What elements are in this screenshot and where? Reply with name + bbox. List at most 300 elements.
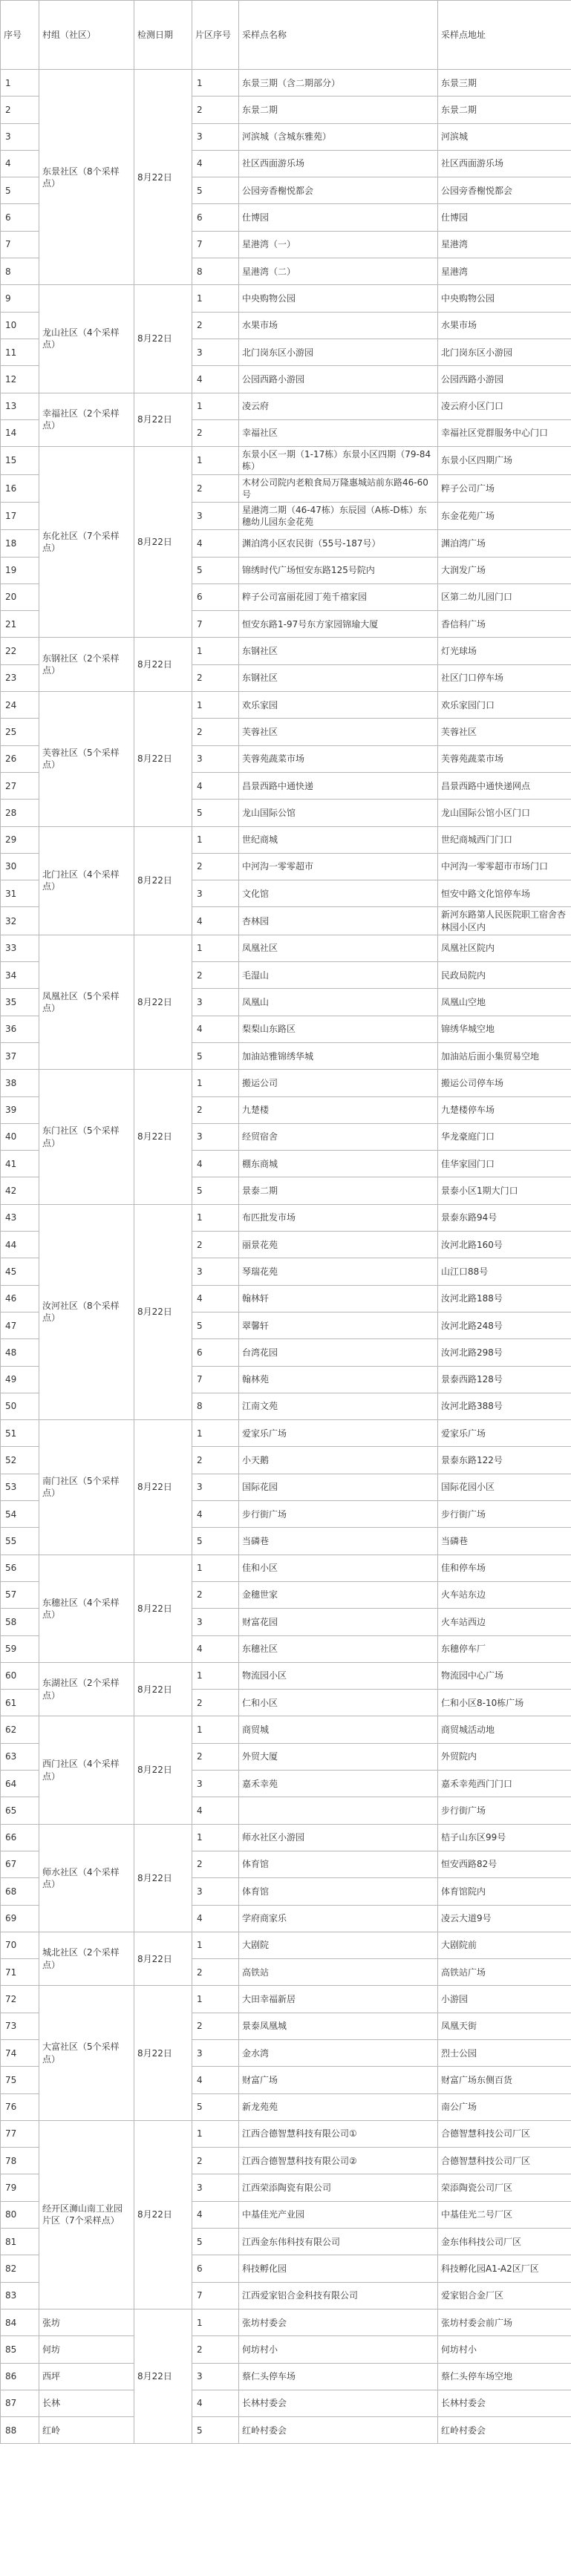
cell-site-address: 中基佳光二号厂区 — [438, 2201, 571, 2228]
cell-site-address: 步行街广场 — [438, 1797, 571, 1824]
cell-zone: 2 — [192, 1581, 239, 1608]
cell-site-name: 毛湿山 — [239, 962, 438, 989]
cell-zone: 5 — [192, 2417, 239, 2444]
cell-seq: 71 — [1, 1959, 39, 1986]
cell-seq: 18 — [1, 530, 39, 557]
cell-seq: 31 — [1, 880, 39, 907]
cell-seq: 27 — [1, 772, 39, 799]
cell-community: 何坊 — [39, 2336, 134, 2363]
cell-site-address: 东穗停车厂 — [438, 1635, 571, 1662]
cell-date: 8月22日 — [134, 1420, 192, 1555]
cell-zone: 1 — [192, 1824, 239, 1851]
cell-seq: 52 — [1, 1447, 39, 1474]
cell-site-name: 外贸大厦 — [239, 1743, 438, 1770]
table-row — [1, 70, 571, 97]
cell-zone: 6 — [192, 204, 239, 231]
cell-date: 8月22日 — [134, 935, 192, 1069]
table-row — [1, 935, 571, 961]
table-row — [1, 2120, 571, 2147]
cell-community: 经开区浉山南工业园片区（7个采样点） — [39, 2120, 134, 2309]
cell-zone: 4 — [192, 1905, 239, 1932]
table-row — [1, 447, 571, 474]
cell-date: 8月22日 — [134, 1986, 192, 2120]
cell-site-address: 公园旁香榭悦都会 — [438, 177, 571, 204]
cell-zone: 4 — [192, 1501, 239, 1528]
cell-seq: 32 — [1, 907, 39, 935]
cell-zone: 4 — [192, 1151, 239, 1177]
header-site-name: 采样点名称 — [239, 1, 438, 70]
cell-zone: 2 — [192, 474, 239, 502]
cell-seq: 86 — [1, 2363, 39, 2390]
cell-zone: 2 — [192, 1447, 239, 1474]
cell-site-name: 凤凰山 — [239, 989, 438, 1016]
cell-site-name: 北门岗东区小游园 — [239, 339, 438, 365]
cell-site-address: 国际花园小区 — [438, 1474, 571, 1500]
cell-site-address: 大剧院前 — [438, 1932, 571, 1958]
cell-zone: 3 — [192, 1771, 239, 1797]
cell-seq: 37 — [1, 1043, 39, 1070]
cell-site-name: 公园旁香榭悦都会 — [239, 177, 438, 204]
cell-site-address: 凤凰天街 — [438, 2013, 571, 2039]
cell-site-address: 社区西面游乐场 — [438, 150, 571, 177]
cell-zone: 1 — [192, 1932, 239, 1958]
cell-site-name: 江西爱家铝合金科技有限公司 — [239, 2282, 438, 2309]
cell-zone: 5 — [192, 177, 239, 204]
cell-site-name: 梨梨山东路区 — [239, 1016, 438, 1042]
cell-site-name: 锦绣时代广场恒安东路125号院内 — [239, 557, 438, 583]
cell-seq: 34 — [1, 962, 39, 989]
cell-site-address: 体育馆院内 — [438, 1878, 571, 1905]
cell-site-address: 金东伟科技公司厂区 — [438, 2229, 571, 2255]
cell-site-name: 商贸城 — [239, 1716, 438, 1743]
cell-seq: 78 — [1, 2148, 39, 2174]
cell-site-address: 佳和停车场 — [438, 1555, 571, 1581]
cell-site-address: 高铁站广场 — [438, 1959, 571, 1986]
cell-seq: 59 — [1, 1635, 39, 1662]
cell-site-address: 汝河北路388号 — [438, 1393, 571, 1419]
cell-date: 8月22日 — [134, 285, 192, 393]
cell-seq: 12 — [1, 366, 39, 393]
cell-site-address: 小游园 — [438, 1986, 571, 2013]
cell-site-address: 张坊村委会前广场 — [438, 2309, 571, 2335]
cell-zone: 2 — [192, 2013, 239, 2039]
cell-zone: 2 — [192, 419, 239, 446]
cell-site-address: 嘉禾幸苑西门门口 — [438, 1771, 571, 1797]
table-row — [1, 638, 571, 664]
cell-community: 东化社区（7个采样点） — [39, 447, 134, 638]
cell-site-name: 星港湾二期（46-47栋）东辰园（A栋-D栋）东穗幼儿园东金花苑 — [239, 502, 438, 529]
cell-site-address: 东景小区四期广场 — [438, 447, 571, 474]
cell-site-address: 恒安中路文化馆停车场 — [438, 880, 571, 907]
cell-site-address: 山江口88号 — [438, 1258, 571, 1285]
cell-community: 东穗社区（4个采样点） — [39, 1555, 134, 1662]
cell-site-name: 布匹批发市场 — [239, 1204, 438, 1231]
cell-site-name: 琴瑞花苑 — [239, 1258, 438, 1285]
cell-site-name: 财富广场 — [239, 2067, 438, 2093]
cell-zone: 2 — [192, 2336, 239, 2363]
cell-zone: 1 — [192, 1662, 239, 1689]
table-row — [1, 1420, 571, 1447]
cell-community: 西门社区（4个采样点） — [39, 1716, 134, 1824]
cell-zone: 5 — [192, 1177, 239, 1204]
cell-site-name: 仕博园 — [239, 204, 438, 231]
cell-seq: 10 — [1, 312, 39, 339]
cell-site-name: 粹子公司富丽花园丁苑千禧家园 — [239, 583, 438, 610]
cell-seq: 81 — [1, 2229, 39, 2255]
cell-site-address: 汝河北路160号 — [438, 1232, 571, 1258]
cell-site-name: 体育馆 — [239, 1851, 438, 1877]
cell-seq: 54 — [1, 1501, 39, 1528]
cell-zone: 5 — [192, 2229, 239, 2255]
cell-site-address: 欢乐家园门口 — [438, 692, 571, 719]
cell-zone: 1 — [192, 1204, 239, 1231]
cell-site-name: 芙蓉社区 — [239, 719, 438, 745]
table-row — [1, 1986, 571, 2013]
cell-site-name: 龙山国际公馆 — [239, 800, 438, 826]
cell-zone: 2 — [192, 312, 239, 339]
cell-date: 8月22日 — [134, 1662, 192, 1716]
header-site-address: 采样点地址 — [438, 1, 571, 70]
cell-zone: 8 — [192, 1393, 239, 1419]
cell-seq: 48 — [1, 1339, 39, 1366]
cell-site-address: 凌云大道9号 — [438, 1905, 571, 1932]
cell-site-name: 星港湾（二） — [239, 258, 438, 285]
cell-site-address: 中央购物公园 — [438, 285, 571, 312]
cell-zone: 7 — [192, 231, 239, 258]
table-row — [1, 1555, 571, 1581]
cell-site-address: 红岭村委会 — [438, 2417, 571, 2444]
cell-site-address: 景泰小区1期大门口 — [438, 1177, 571, 1204]
cell-seq: 9 — [1, 285, 39, 312]
cell-date: 8月22日 — [134, 826, 192, 935]
cell-site-name: 小天鹅 — [239, 1447, 438, 1474]
cell-site-name: 景泰二期 — [239, 1177, 438, 1204]
cell-site-name: 河滨城（含城东雅苑） — [239, 123, 438, 150]
cell-seq: 24 — [1, 692, 39, 719]
cell-seq: 77 — [1, 2120, 39, 2147]
table-row — [1, 1824, 571, 1851]
cell-site-name: 中基佳光产业园 — [239, 2201, 438, 2228]
cell-date: 8月22日 — [134, 1204, 192, 1419]
cell-site-address: 合德智慧科技公司厂区 — [438, 2120, 571, 2147]
cell-zone: 3 — [192, 1609, 239, 1635]
cell-site-address: 中河沟一零零超市市场门口 — [438, 853, 571, 880]
cell-site-name: 江西荣添陶瓷有限公司 — [239, 2174, 438, 2201]
cell-site-address: 民政局院内 — [438, 962, 571, 989]
cell-date: 8月22日 — [134, 1932, 192, 1986]
cell-seq: 47 — [1, 1312, 39, 1338]
cell-site-name: 翰林苑 — [239, 1366, 438, 1393]
cell-community: 北门社区（4个采样点） — [39, 826, 134, 935]
cell-site-address: 蔡仁头停车场空地 — [438, 2363, 571, 2390]
cell-site-name: 木材公司院内老粮食局万隆惠城站前东路46-60号 — [239, 474, 438, 502]
cell-seq: 72 — [1, 1986, 39, 2013]
cell-community: 东湖社区（2个采样点） — [39, 1662, 134, 1716]
cell-site-address: 南公广场 — [438, 2093, 571, 2120]
cell-zone: 6 — [192, 583, 239, 610]
cell-community: 东门社区（5个采样点） — [39, 1070, 134, 1204]
cell-site-address: 步行街广场 — [438, 1501, 571, 1528]
cell-site-address: 星港湾 — [438, 258, 571, 285]
table-row — [1, 1070, 571, 1096]
cell-seq: 38 — [1, 1070, 39, 1096]
cell-site-name: 张坊村委会 — [239, 2309, 438, 2335]
cell-site-address: 北门岗东区小游园 — [438, 339, 571, 365]
cell-seq: 55 — [1, 1528, 39, 1555]
cell-seq: 7 — [1, 231, 39, 258]
cell-site-address: 华龙豪庭门口 — [438, 1123, 571, 1150]
cell-zone: 4 — [192, 907, 239, 935]
cell-site-address: 火车站东边 — [438, 1581, 571, 1608]
cell-zone: 2 — [192, 1743, 239, 1770]
cell-seq: 35 — [1, 989, 39, 1016]
cell-zone: 2 — [192, 719, 239, 745]
cell-zone: 5 — [192, 800, 239, 826]
cell-site-name: 红岭村委会 — [239, 2417, 438, 2444]
cell-zone: 4 — [192, 1635, 239, 1662]
cell-site-address: 东金花苑广场 — [438, 502, 571, 529]
cell-seq: 68 — [1, 1878, 39, 1905]
cell-seq: 39 — [1, 1096, 39, 1123]
cell-site-address: 加油站后面小集贸易空地 — [438, 1043, 571, 1070]
cell-community: 芙蓉社区（5个采样点） — [39, 692, 134, 826]
cell-site-address: 景泰东路122号 — [438, 1447, 571, 1474]
cell-zone: 7 — [192, 611, 239, 638]
cell-date: 8月22日 — [134, 393, 192, 447]
cell-zone: 2 — [192, 97, 239, 123]
cell-seq: 22 — [1, 638, 39, 664]
table-row — [1, 2309, 571, 2335]
cell-seq: 51 — [1, 1420, 39, 1447]
cell-zone: 3 — [192, 745, 239, 772]
cell-zone: 1 — [192, 1986, 239, 2013]
cell-site-address: 恒安西路82号 — [438, 1851, 571, 1877]
cell-zone: 3 — [192, 1878, 239, 1905]
cell-date: 8月22日 — [134, 2120, 192, 2309]
cell-community: 张坊 — [39, 2309, 134, 2335]
cell-date: 8月22日 — [134, 692, 192, 826]
cell-zone: 6 — [192, 2255, 239, 2282]
cell-zone: 1 — [192, 638, 239, 664]
cell-zone: 3 — [192, 1258, 239, 1285]
cell-site-address: 佳华家园门口 — [438, 1151, 571, 1177]
cell-date: 8月22日 — [134, 70, 192, 285]
cell-seq: 6 — [1, 204, 39, 231]
cell-zone: 5 — [192, 557, 239, 583]
cell-site-name: 师水社区小游园 — [239, 1824, 438, 1851]
cell-seq: 63 — [1, 1743, 39, 1770]
cell-zone: 2 — [192, 2148, 239, 2174]
cell-site-name: 幸福社区 — [239, 419, 438, 446]
cell-seq: 66 — [1, 1824, 39, 1851]
cell-community: 凤凰社区（5个采样点） — [39, 935, 134, 1069]
cell-seq: 74 — [1, 2039, 39, 2066]
cell-seq: 60 — [1, 1662, 39, 1689]
cell-site-name: 步行街广场 — [239, 1501, 438, 1528]
cell-site-address: 星港湾 — [438, 231, 571, 258]
cell-zone: 1 — [192, 447, 239, 474]
cell-site-name — [239, 1797, 438, 1824]
cell-site-name: 中河沟一零零超市 — [239, 853, 438, 880]
cell-zone: 1 — [192, 393, 239, 419]
cell-seq: 14 — [1, 419, 39, 446]
cell-zone: 3 — [192, 1123, 239, 1150]
cell-site-address: 爱家乐广场 — [438, 1420, 571, 1447]
cell-seq: 53 — [1, 1474, 39, 1500]
cell-seq: 42 — [1, 1177, 39, 1204]
cell-site-name: 物流园小区 — [239, 1662, 438, 1689]
cell-community: 南门社区（5个采样点） — [39, 1420, 134, 1555]
cell-site-name: 当磷巷 — [239, 1528, 438, 1555]
cell-seq: 2 — [1, 97, 39, 123]
cell-site-name: 东钢社区 — [239, 638, 438, 664]
cell-zone: 3 — [192, 1474, 239, 1500]
cell-site-address: 世纪商城西门门口 — [438, 826, 571, 853]
cell-community: 城北社区（2个采样点） — [39, 1932, 134, 1986]
cell-site-name: 学府商家乐 — [239, 1905, 438, 1932]
cell-site-name: 江西金东伟科技有限公司 — [239, 2229, 438, 2255]
cell-zone: 2 — [192, 853, 239, 880]
cell-zone: 2 — [192, 1959, 239, 1986]
cell-seq: 41 — [1, 1151, 39, 1177]
cell-seq: 33 — [1, 935, 39, 961]
cell-seq: 84 — [1, 2309, 39, 2335]
cell-site-name: 丽景花苑 — [239, 1232, 438, 1258]
cell-site-address: 当磷巷 — [438, 1528, 571, 1555]
cell-zone: 2 — [192, 1851, 239, 1877]
cell-site-address: 昌景西路中通快递网点 — [438, 772, 571, 799]
cell-site-name: 江南文苑 — [239, 1393, 438, 1419]
cell-zone: 4 — [192, 530, 239, 557]
cell-site-address: 水果市场 — [438, 312, 571, 339]
cell-site-name: 水果市场 — [239, 312, 438, 339]
cell-site-address: 香信科广场 — [438, 611, 571, 638]
cell-site-address: 仁和小区8-10栋广场 — [438, 1690, 571, 1716]
cell-site-address: 锦绣华城空地 — [438, 1016, 571, 1042]
cell-date: 8月22日 — [134, 1555, 192, 1662]
cell-site-name: 文化馆 — [239, 880, 438, 907]
cell-zone: 7 — [192, 2282, 239, 2309]
cell-seq: 80 — [1, 2201, 39, 2228]
cell-site-address: 科技孵化园A1-A2区厂区 — [438, 2255, 571, 2282]
cell-site-address: 东景三期 — [438, 70, 571, 97]
cell-site-address: 烈士公园 — [438, 2039, 571, 2066]
cell-seq: 40 — [1, 1123, 39, 1150]
table-row — [1, 1932, 571, 1958]
cell-site-address: 汝河北路188号 — [438, 1285, 571, 1312]
cell-seq: 23 — [1, 664, 39, 691]
cell-site-name: 爱家乐广场 — [239, 1420, 438, 1447]
cell-site-address: 荣添陶瓷公司厂区 — [438, 2174, 571, 2201]
cell-site-address: 外贸院内 — [438, 1743, 571, 1770]
cell-zone: 3 — [192, 989, 239, 1016]
cell-site-name: 棚东商城 — [239, 1151, 438, 1177]
cell-site-name: 社区西面游乐场 — [239, 150, 438, 177]
cell-site-name: 公园西路小游园 — [239, 366, 438, 393]
cell-seq: 29 — [1, 826, 39, 853]
cell-seq: 3 — [1, 123, 39, 150]
header-seq: 序号 — [1, 1, 39, 70]
cell-seq: 49 — [1, 1366, 39, 1393]
header-community: 村组（社区） — [39, 1, 134, 70]
cell-site-name: 长林村委会 — [239, 2390, 438, 2416]
cell-site-address: 财富广场东侧百货 — [438, 2067, 571, 2093]
cell-site-name: 东钢社区 — [239, 664, 438, 691]
cell-seq: 15 — [1, 447, 39, 474]
cell-zone: 5 — [192, 1043, 239, 1070]
cell-seq: 64 — [1, 1771, 39, 1797]
cell-site-name: 恒安东路1-97号东方家园锦瑜大厦 — [239, 611, 438, 638]
cell-date: 8月22日 — [134, 1070, 192, 1204]
cell-seq: 1 — [1, 70, 39, 97]
cell-site-name: 大剧院 — [239, 1932, 438, 1958]
cell-zone: 2 — [192, 1232, 239, 1258]
cell-seq: 79 — [1, 2174, 39, 2201]
cell-site-name: 科技孵化园 — [239, 2255, 438, 2282]
cell-seq: 30 — [1, 853, 39, 880]
cell-site-name: 世纪商城 — [239, 826, 438, 853]
table-row — [1, 1716, 571, 1743]
table-row — [1, 1204, 571, 1231]
cell-site-address: 凤凰山空地 — [438, 989, 571, 1016]
cell-site-name: 东景小区一期（1-17栋）东景小区四期（79-84栋） — [239, 447, 438, 474]
cell-seq: 44 — [1, 1232, 39, 1258]
cell-site-name: 嘉禾幸苑 — [239, 1771, 438, 1797]
cell-site-address: 桔子山东区99号 — [438, 1824, 571, 1851]
cell-site-name: 新龙苑苑 — [239, 2093, 438, 2120]
cell-site-name: 昌景西路中通快递 — [239, 772, 438, 799]
cell-seq: 36 — [1, 1016, 39, 1042]
cell-zone: 4 — [192, 2390, 239, 2416]
cell-zone: 1 — [192, 70, 239, 97]
cell-community: 东景社区（8个采样点） — [39, 70, 134, 285]
cell-site-address: 幸福社区党群服务中心门口 — [438, 419, 571, 446]
cell-site-name: 体育馆 — [239, 1878, 438, 1905]
cell-site-name: 江西合德智慧科技有限公司① — [239, 2120, 438, 2147]
cell-site-name: 仁和小区 — [239, 1690, 438, 1716]
cell-site-address: 景泰西路128号 — [438, 1366, 571, 1393]
cell-zone: 5 — [192, 1528, 239, 1555]
cell-zone: 4 — [192, 1285, 239, 1312]
cell-site-address: 长林村委会 — [438, 2390, 571, 2416]
cell-seq: 17 — [1, 502, 39, 529]
table-row — [1, 285, 571, 312]
cell-site-name: 经贸宿舍 — [239, 1123, 438, 1150]
cell-zone: 1 — [192, 692, 239, 719]
cell-seq: 75 — [1, 2067, 39, 2093]
table-row — [1, 2417, 571, 2444]
cell-seq: 88 — [1, 2417, 39, 2444]
cell-zone: 5 — [192, 2093, 239, 2120]
cell-seq: 5 — [1, 177, 39, 204]
cell-site-address: 九楚楼停车场 — [438, 1096, 571, 1123]
cell-zone: 3 — [192, 123, 239, 150]
cell-seq: 46 — [1, 1285, 39, 1312]
table-row — [1, 2336, 571, 2363]
cell-zone: 4 — [192, 772, 239, 799]
cell-site-address: 龙山国际公馆小区门口 — [438, 800, 571, 826]
table-row — [1, 1662, 571, 1689]
cell-zone: 4 — [192, 150, 239, 177]
cell-zone: 3 — [192, 2039, 239, 2066]
cell-site-address: 仕博园 — [438, 204, 571, 231]
cell-zone: 3 — [192, 880, 239, 907]
cell-community: 龙山社区（4个采样点） — [39, 285, 134, 393]
cell-zone: 4 — [192, 2201, 239, 2228]
cell-zone: 5 — [192, 1312, 239, 1338]
cell-zone: 3 — [192, 339, 239, 365]
cell-site-name: 东穗社区 — [239, 1635, 438, 1662]
